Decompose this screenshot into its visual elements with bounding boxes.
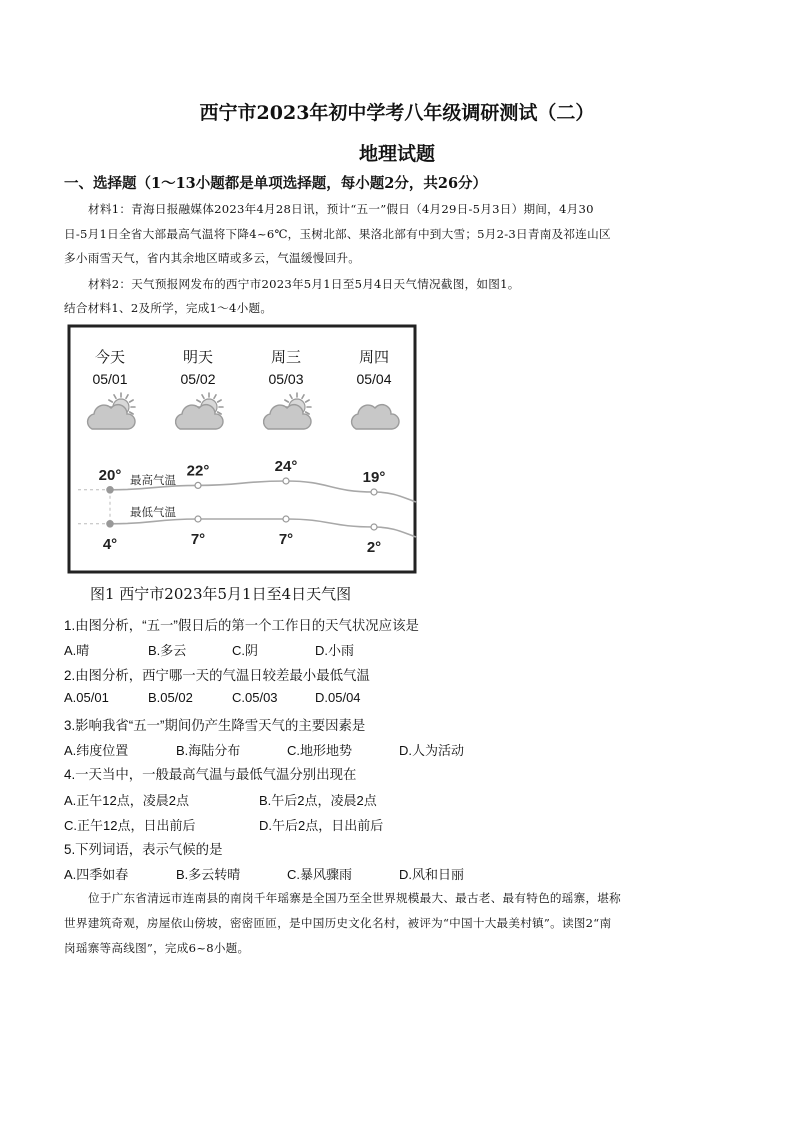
question-2: 2.由图分析，西宁哪一天的气温日较差最小最低气温 bbox=[64, 668, 370, 683]
low-temp-point bbox=[107, 521, 113, 527]
q3-option-b: B.海陆分布 bbox=[176, 743, 241, 758]
day-label: 周四 bbox=[358, 349, 390, 366]
q3-option-d: D.人为活动 bbox=[399, 743, 465, 758]
date-label: 05/01 bbox=[92, 371, 128, 387]
date-label: 05/04 bbox=[356, 371, 392, 387]
page-subtitle: 地理试题 bbox=[358, 143, 435, 165]
figure-caption: 图1 西宁市2023年5月1日至4日天气图 bbox=[90, 585, 352, 603]
section-heading: 一、选择题（1～13小题都是单项选择题，每小题2分，共26分） bbox=[64, 175, 488, 192]
q3-option-a: A.纬度位置 bbox=[64, 743, 129, 758]
high-temp-point bbox=[107, 487, 113, 493]
high-temp-label: 24° bbox=[274, 458, 298, 475]
q2-option-d: D.05/04 bbox=[315, 690, 361, 705]
q5-option-b: B.多云转晴 bbox=[176, 867, 241, 882]
material2-line2: 结合材料1、2及所学，完成1～4小题。 bbox=[64, 301, 273, 315]
low-temp-label: 2° bbox=[366, 539, 382, 556]
material1-line2: 日-5月1日全省大部最高气温将下降4~6℃，玉树北部、果洛北部有中到大雪；5月2-3日青南及祁连山区 bbox=[64, 227, 611, 241]
low-temp-label: 7° bbox=[190, 531, 206, 548]
high-temp-label: 19° bbox=[362, 469, 386, 486]
q4-option-d: D.午后2点，日出前后 bbox=[259, 818, 384, 833]
high-temp-label: 20° bbox=[98, 466, 122, 484]
weather-chart bbox=[64, 324, 418, 580]
chart-bottom-mask bbox=[64, 574, 418, 580]
question-4: 4.一天当中，一般最高气温与最低气温分别出现在 bbox=[64, 767, 357, 782]
q2-option-c: C.05/03 bbox=[232, 690, 278, 705]
material2-line1: 材料2：天气预报网发布的西宁市2023年5月1日至5月4日天气情况截图，如图1。 bbox=[88, 277, 520, 291]
material1-line1: 材料1：青海日报融媒体2023年4月28日讯，预计“五一”假日（4月29日-5月3日）期间，4月30 bbox=[88, 202, 594, 216]
q1-option-c: C.阴 bbox=[232, 643, 259, 658]
day-label: 明天 bbox=[182, 349, 214, 366]
high-temp-point bbox=[283, 478, 289, 484]
q1-option-b: B.多云 bbox=[148, 643, 187, 658]
question-1: 1.由图分析，“五一”假日后的第一个工作日的天气状况应该是 bbox=[64, 618, 419, 633]
day-label: 周三 bbox=[270, 349, 302, 366]
q4-option-b: B.午后2点，凌晨2点 bbox=[259, 793, 377, 808]
passage-line2: 世界建筑奇观，房屋依山傍坡，密密匝匝，是中国历史文化名村，被评为“中国十大最美村镇”。读图2“南 bbox=[64, 916, 612, 930]
q5-option-d: D.风和日丽 bbox=[399, 867, 465, 882]
q1-option-d: D.小雨 bbox=[315, 643, 355, 658]
passage-line3: 岗瑶寨等高线图”，完成6~8小题。 bbox=[64, 941, 250, 955]
q5-option-a: A.四季如春 bbox=[64, 867, 129, 882]
low-temp-point bbox=[283, 516, 289, 522]
series-label-high: 最高气温 bbox=[130, 474, 176, 487]
high-temp-label: 22° bbox=[186, 462, 210, 480]
high-temp-point bbox=[195, 482, 201, 488]
day-label: 今天 bbox=[94, 349, 126, 366]
material1-line3: 多小雨雪天气，省内其余地区晴或多云，气温缓慢回升。 bbox=[64, 251, 361, 265]
low-temp-label: 4° bbox=[102, 535, 118, 553]
q4-option-a: A.正午12点，凌晨2点 bbox=[64, 793, 189, 808]
low-temp-label: 7° bbox=[278, 531, 294, 548]
q3-option-c: C.地形地势 bbox=[287, 743, 353, 758]
high-temp-point bbox=[371, 489, 377, 495]
q2-option-a: A.05/01 bbox=[64, 690, 109, 705]
q5-option-c: C.暴风骤雨 bbox=[287, 867, 353, 882]
page-title: 西宁市2023年初中学考八年级调研测试（二） bbox=[199, 102, 595, 124]
date-label: 05/02 bbox=[180, 371, 216, 387]
low-temp-point bbox=[195, 516, 201, 522]
q2-option-b: B.05/02 bbox=[148, 690, 193, 705]
question-5: 5.下列词语，表示气候的是 bbox=[64, 842, 223, 857]
passage-line1: 位于广东省清远市连南县的南岗千年瑶寨是全国乃至全世界规模最大、最古老、最有特色的瑶寨，堪称 bbox=[88, 891, 621, 905]
q1-option-a: A.晴 bbox=[64, 643, 90, 658]
question-3: 3.影响我省“五一”期间仍产生降雪天气的主要因素是 bbox=[64, 718, 366, 733]
series-label-low: 最低气温 bbox=[130, 506, 176, 519]
date-label: 05/03 bbox=[268, 371, 304, 387]
q4-option-c: C.正午12点，日出前后 bbox=[64, 818, 196, 833]
low-temp-point bbox=[371, 524, 377, 530]
